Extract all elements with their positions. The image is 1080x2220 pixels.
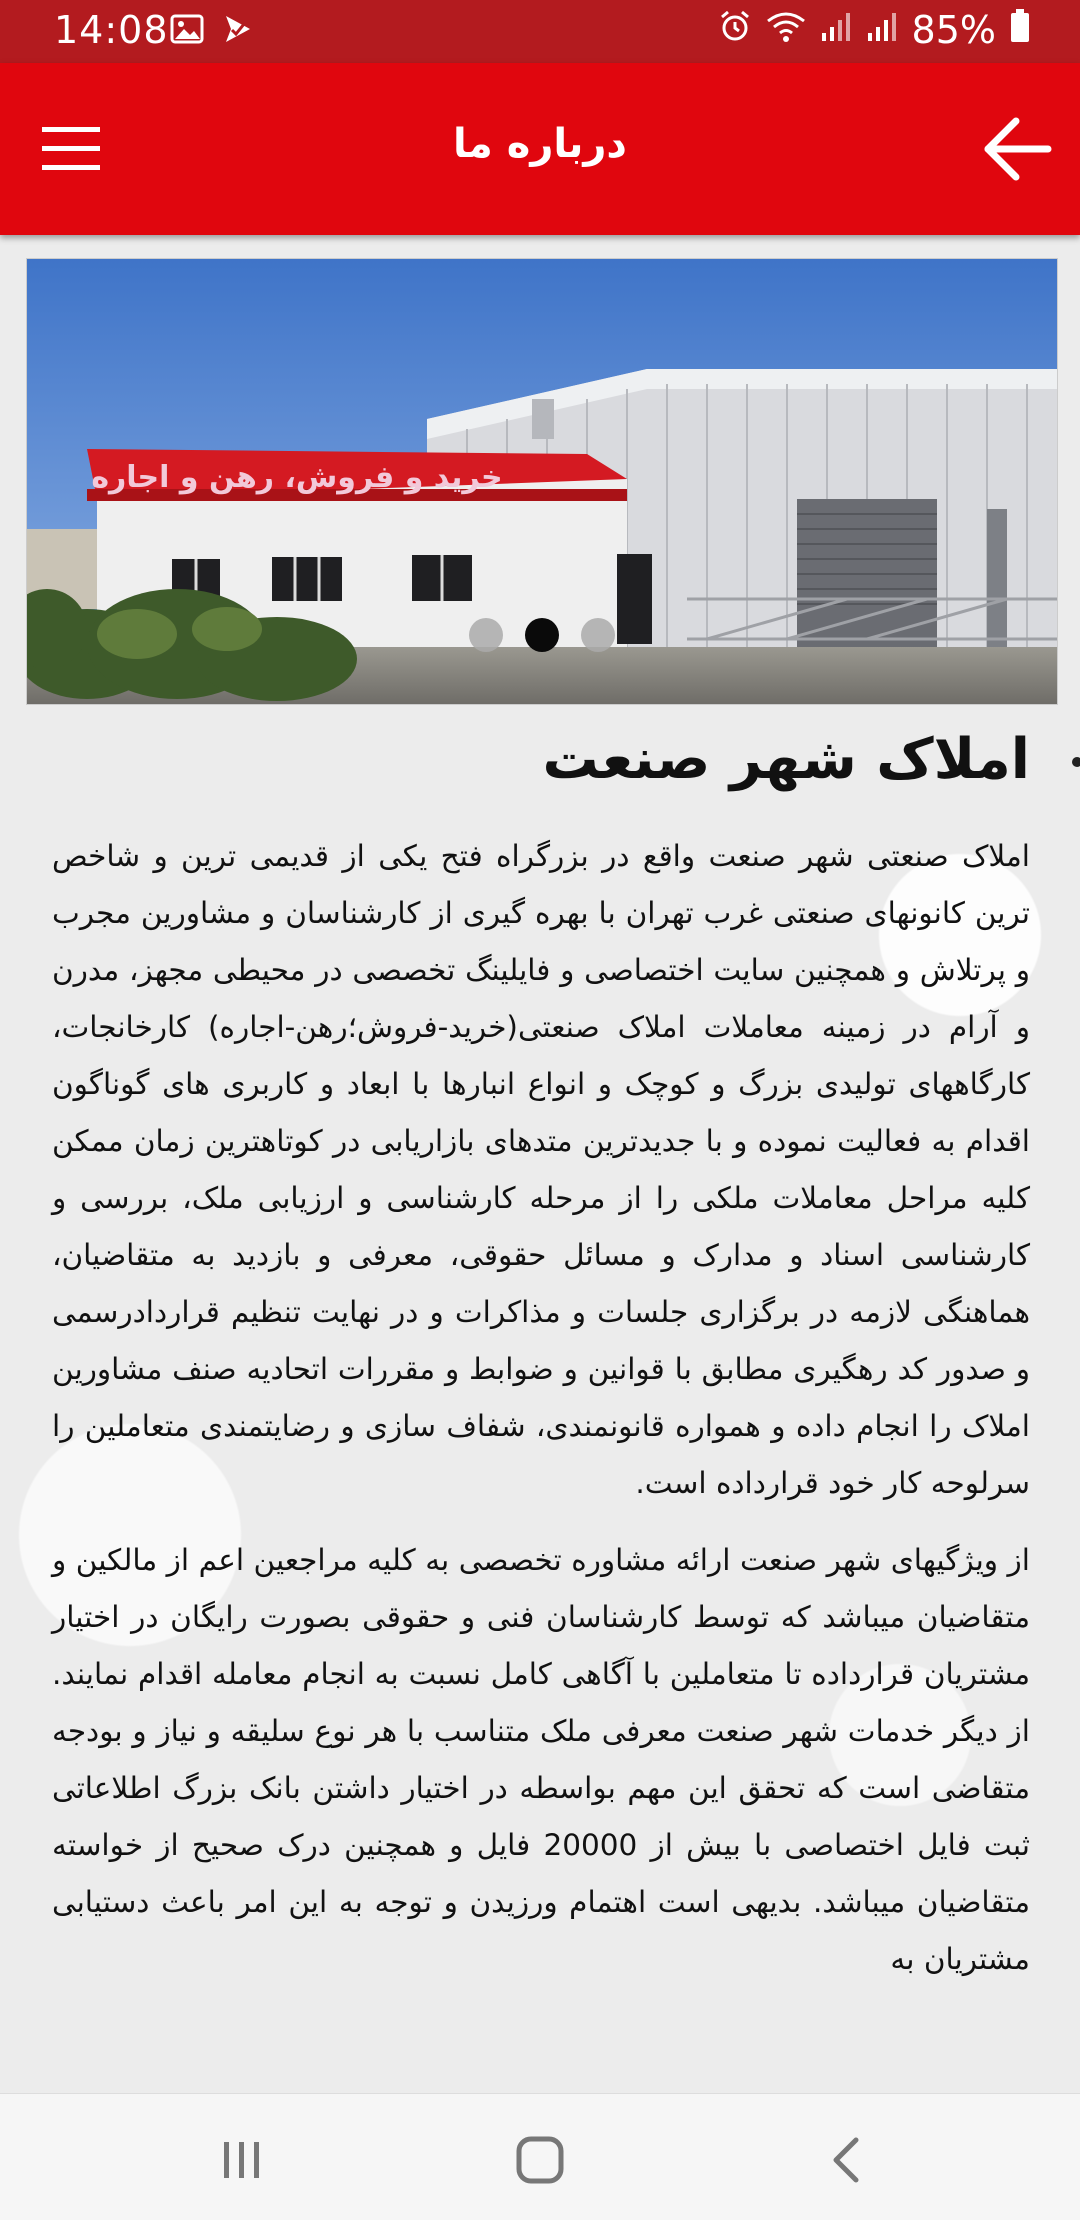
app-bar: [0, 63, 1080, 235]
status-time: 14:08: [54, 8, 169, 52]
article: [52, 727, 1030, 2008]
page-title: درباره ما: [453, 121, 627, 167]
battery-icon: [1010, 8, 1030, 52]
nav-back-button[interactable]: [820, 2132, 876, 2188]
back-chevron-icon: [820, 2132, 876, 2188]
wifi-icon: [766, 8, 806, 52]
bullet-icon: [1072, 757, 1080, 767]
status-right: [718, 8, 1030, 52]
home-button[interactable]: [512, 2132, 568, 2188]
arrow-left-icon: [980, 111, 1056, 187]
article-heading-text: املاک شهر صنعت: [542, 727, 1030, 792]
sign-text: خرید و فروش، رهن و اجاره: [91, 460, 503, 495]
battery-level: 85%: [911, 8, 996, 52]
image-icon: [170, 14, 204, 48]
recents-button[interactable]: [214, 2132, 270, 2188]
article-paragraph: املاک صنعتی شهر صنعت واقع در بزرگراه فتح یکی از قدیمی ترین و شاخص ترین کانونهای صنعتی غرب تهران با بهره گیری از کارشناسان و مشاورین مجرب و پرتلاش و همچنین سایت اختصاصی و فایلینگ تخصصی در محیطی مجهز، مدرن و آرام در زمینه معاملات املاک صنعتی(خرید-فروش؛رهن-اجاره) کارخانجات، کارگاههای تولیدی بزرگ و کوچک و انواع انبارها با ابعاد و کاربری های گوناگون اقدام به فعالیت نموده و با جدیدترین متدهای بازاریابی در کوتاهترین زمان ممکن کلیه مراحل معاملات ملکی را از مرحله کارشناسی و ارزیابی ملک، بررسی و کارشناسی اسناد و مدارک و مسائل حقوقی، معرفی و بازدید به متقاضیان، هماهنگی لازمه در برگزاری جلسات و مذاکرات و در نهایت تنظیم قراردادرسمی و صدور کد رهگیری مطابق با قوانین و ضوابط و مقررات اتحادیه صنف مشاورین املاک را انجام داده و همواره قانونمندی، شفاف سازی و رضایتمندی متعاملین را سرلوحه کار خود قرارداده است.: [52, 839, 1030, 1500]
signal-icon: [820, 8, 852, 52]
system-nav-bar: [0, 2093, 1080, 2220]
article-heading: [52, 727, 1030, 792]
send-check-icon: [222, 14, 252, 48]
home-icon: [512, 2132, 568, 2188]
image-slider[interactable]: [26, 258, 1058, 705]
back-button[interactable]: [980, 111, 1056, 187]
slider-dot[interactable]: [581, 618, 615, 652]
content-scroll[interactable]: [0, 235, 1080, 2093]
article-paragraph: از ویژگیهای شهر صنعت ارائه مشاوره تخصصی به کلیه مراجعین اعم از مالکین و متقاضیان میباشد که توسط کارشناسان فنی و حقوقی بصورت رایگان در اختیار مشتریان قرارداده تا متعاملین با آگاهی کامل نسبت به انجام معامله اقدام نمایند. از دیگر خدمات شهر صنعت معرفی ملک متناسب با هر نوع سلیقه و نیاز و بودجه متقاضی است که تحقق این مهم بواسطه در اختیار داشتن بانک بزرگ اطلاعاتی ثبت فایل اختصاصی با بیش از 20000 فایل و همچنین درک صحیح از خواسته متقاضیان میباشد. بدیهی است اهتمام ورزیدن و توجه به این امر باعث دستیابی مشتریان به: [52, 1543, 1031, 1976]
slider-dots: [27, 618, 1057, 652]
slider-dot-active[interactable]: [525, 618, 559, 652]
alarm-icon: [718, 8, 752, 52]
slider-dot[interactable]: [469, 618, 503, 652]
recents-icon: [214, 2132, 270, 2188]
status-left-icons: [170, 14, 252, 48]
status-bar: [0, 0, 1080, 63]
signal-icon: [866, 8, 898, 52]
